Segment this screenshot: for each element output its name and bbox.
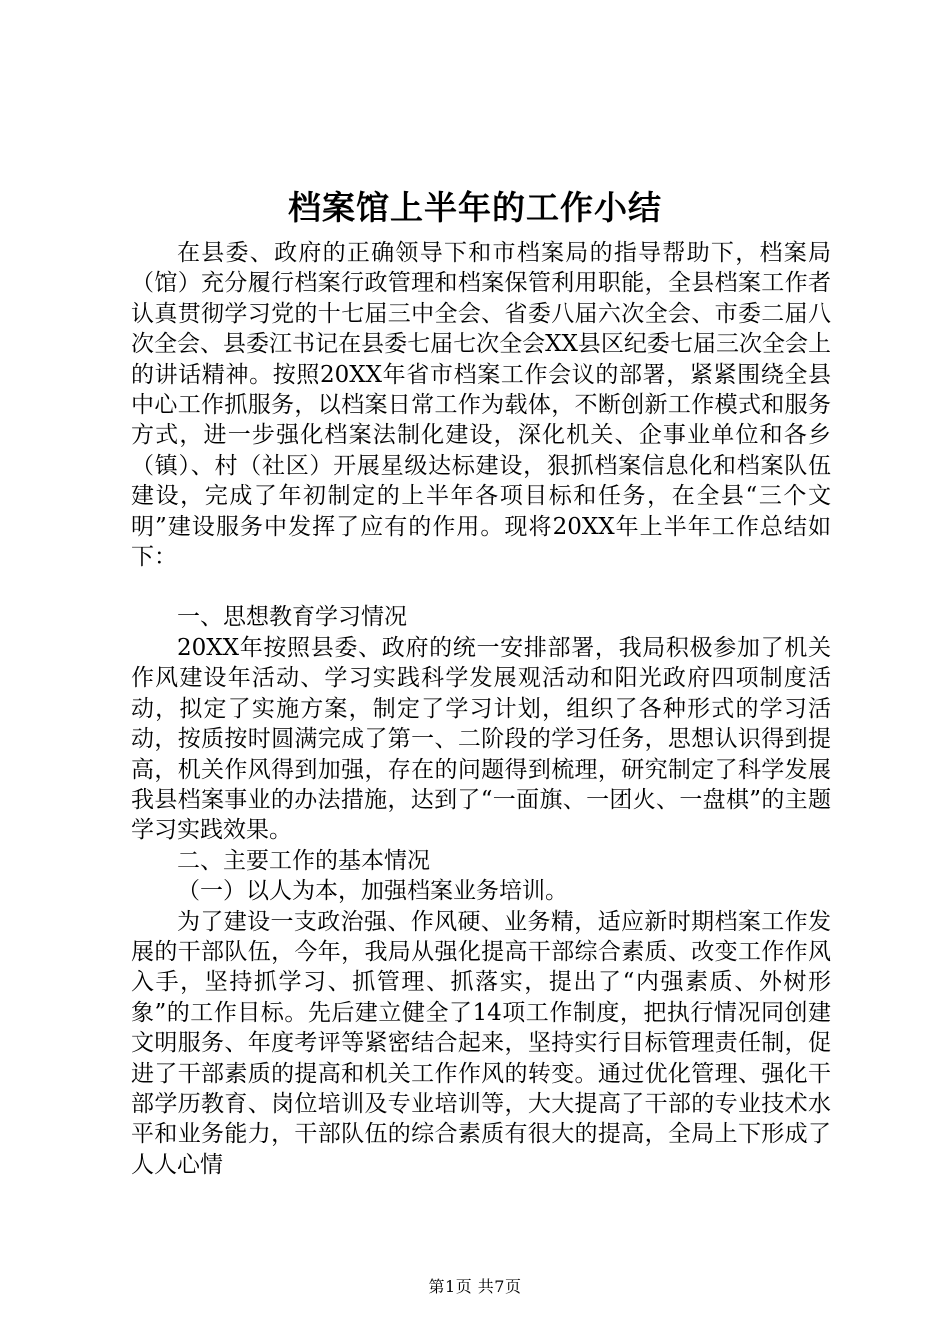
paragraph-training: 为了建设一支政治强、作风硬、业务精，适应新时期档案工作发展的干部队伍，今年，我局从强化提高干部综合素质、改变工作作风入手，坚持抓学习、抓管理、抓落实，提出了“内强素质、外树形象”的工作目标。先后建立健全了14项工作制度，把执行情况同创建文明服务、年度考评等紧密结合起来，坚持实行目标管理责任制，促进了干部素质的提高和机关工作作风的转变。通过优化管理、强化干部学历教育、岗位培训及专业培训等，大大提高了干部的专业技术水平和业务能力，干部队伍的综合素质有很大的提高，全局上下形成了人人心情 bbox=[131, 908, 831, 1178]
section-heading-2: 二、主要工作的基本情况 bbox=[177, 847, 430, 874]
document-body bbox=[131, 238, 831, 1180]
document-title: 档案馆上半年的工作小结 bbox=[288, 188, 662, 227]
section-heading-1: 一、思想教育学习情况 bbox=[177, 604, 407, 631]
paragraph-study: 20XX年按照县委、政府的统一安排部署，我局积极参加了机关作风建设年活动、学习实践科学发展观活动和阳光政府四项制度活动，拟定了实施方案，制定了学习计划，组织了各种形式的学习活动，按质按时圆满完成了第一、二阶段的学习任务，思想认识得到提高，机关作风得到加强，存在的问题得到梳理，研究制定了科学发展我县档案事业的办法措施，达到了“一面旗、一团火、一盘棋”的主题学习实践效果。 bbox=[131, 634, 831, 844]
paragraph-intro: 在县委、政府的正确领导下和市档案局的指导帮助下，档案局（馆）充分履行档案行政管理和档案保管利用职能，全县档案工作者认真贯彻学习党的十七届三中全会、省委八届六次全会、市委二届八次全会、县委江书记在县委七届七次全会XX县区纪委七届三次全会上的讲话精神。按照20XX年省市档案工作会议的部署，紧紧围绕全县中心工作抓服务，以档案日常工作为载体，不断创新工作模式和服务方式，进一步强化档案法制化建设，深化机关、企事业单位和各乡（镇）、村（社区）开展星级达标建设，狠抓档案信息化和档案队伍建设，完成了年初制定的上半年各项目标和任务，在全县“三个文明”建设服务中发挥了应有的作用。现将20XX年上半年工作总结如下： bbox=[131, 240, 831, 571]
page-footer: 第1页 共7页 bbox=[428, 1277, 522, 1296]
subsection-heading-1: （一）以人为本，加强档案业务培训。 bbox=[177, 878, 568, 905]
